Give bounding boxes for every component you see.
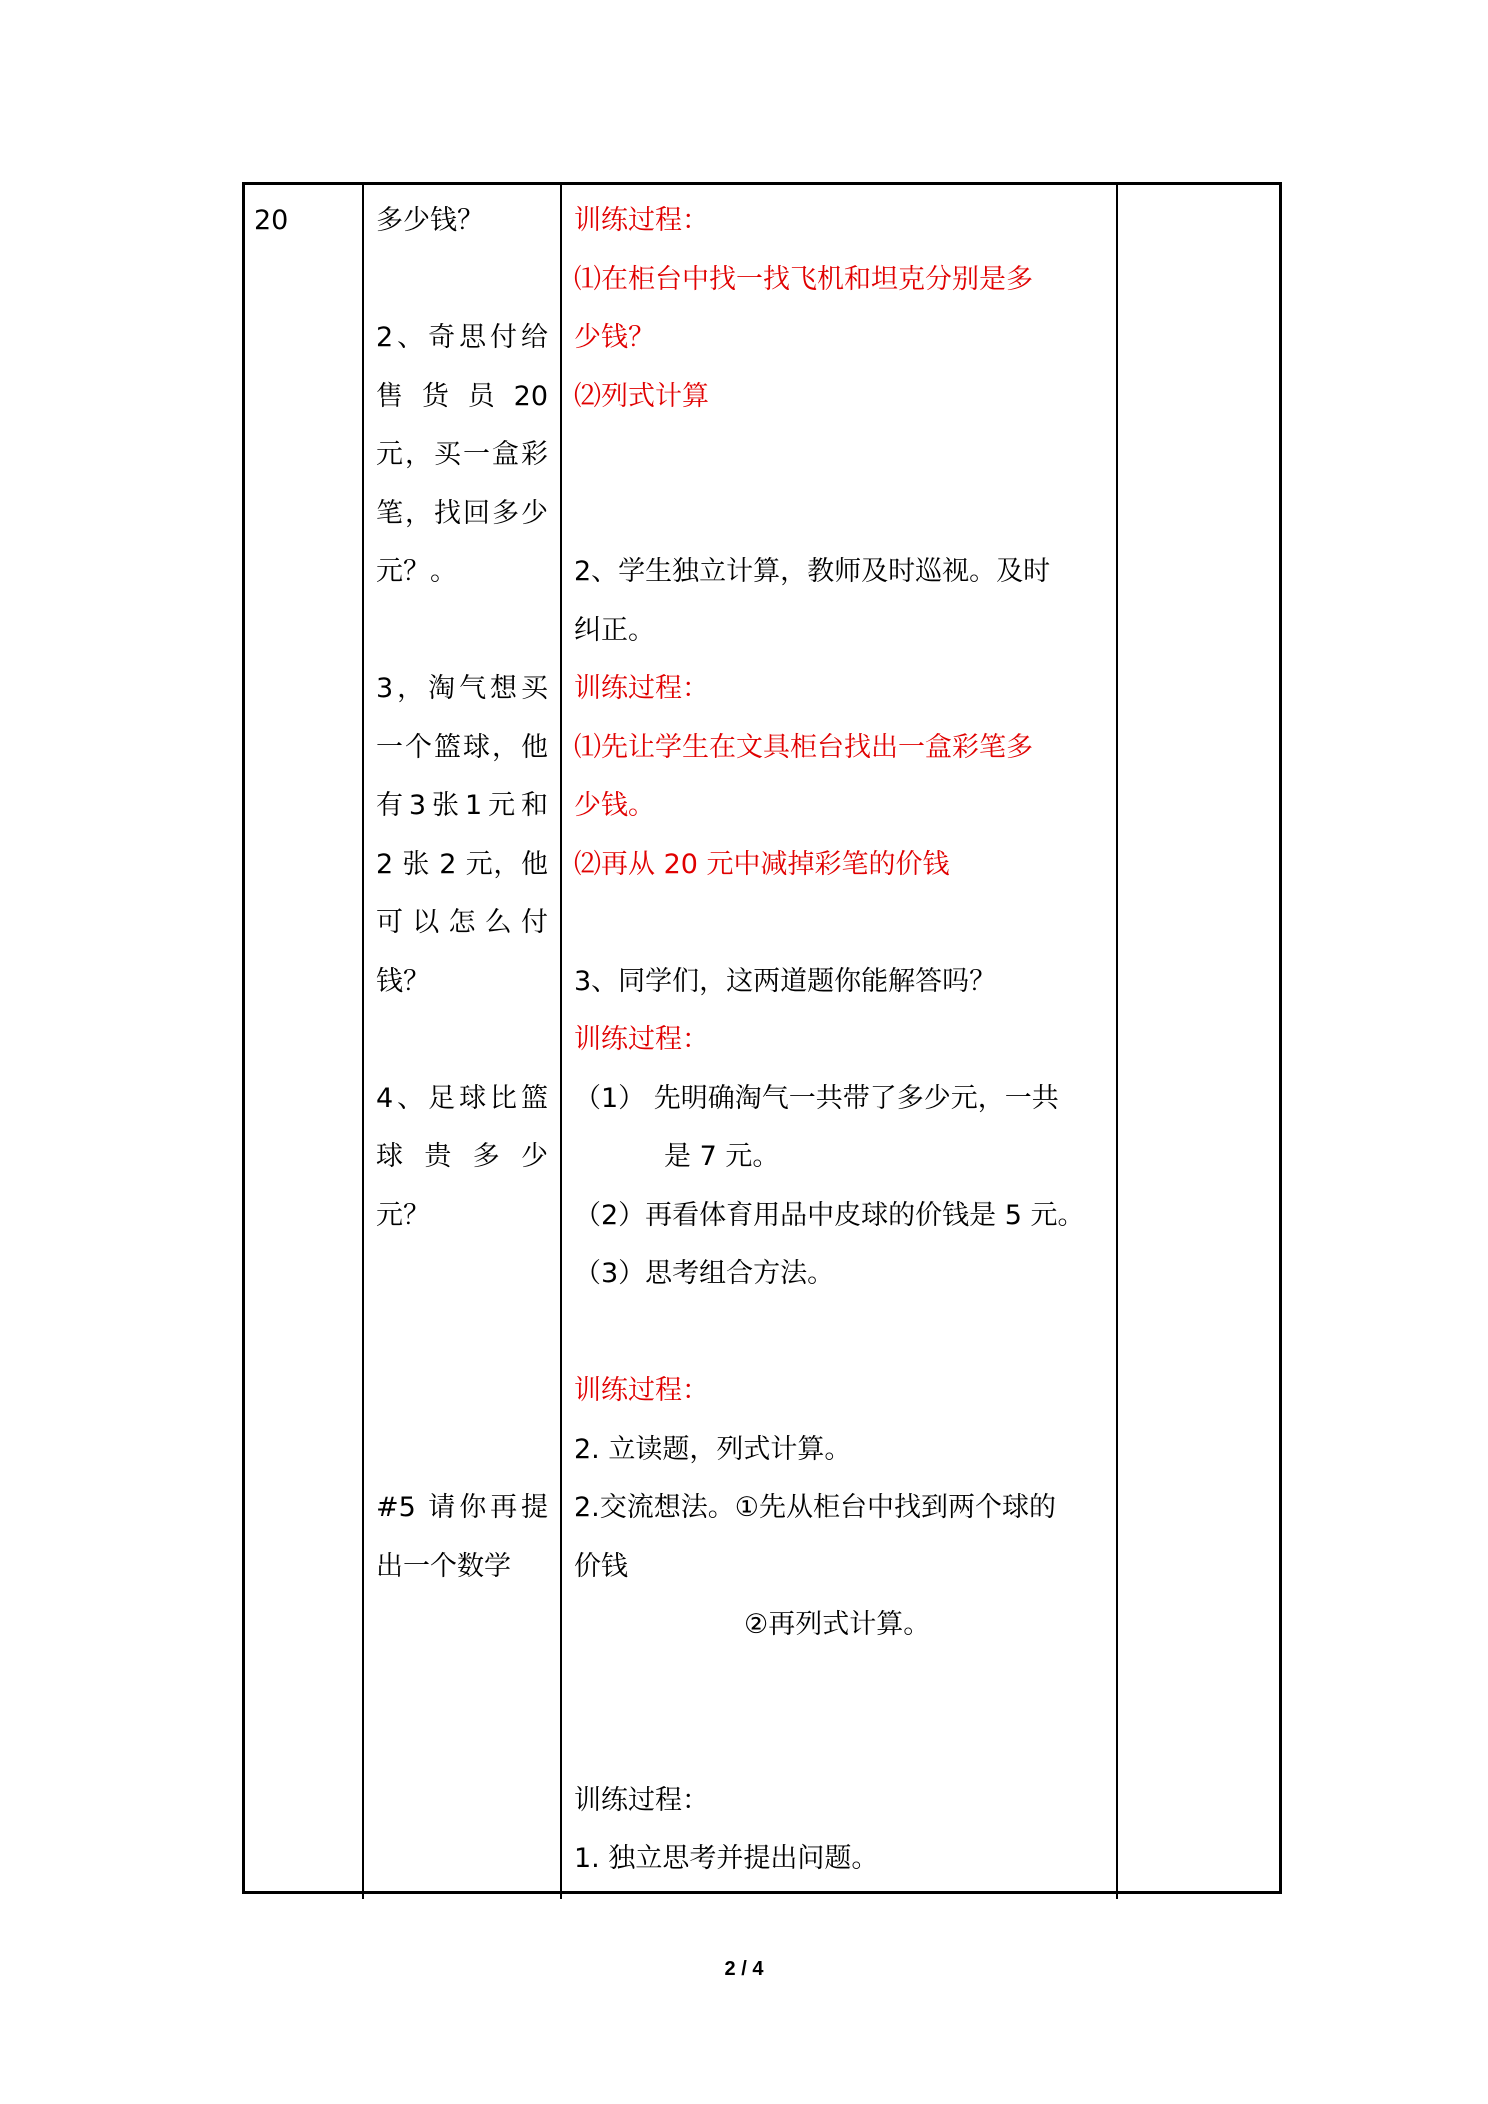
table-row — [242, 182, 1282, 1899]
activity-line: 少钱？ — [574, 322, 655, 353]
question-item — [376, 1479, 548, 1596]
time-value: 20 — [254, 205, 289, 236]
question-line: 有3张1元和 — [376, 790, 548, 821]
activity-line: 1. 独立思考并提出问题。 — [574, 1843, 879, 1874]
activity-line: 2. 立读题，列式计算。 — [574, 1433, 852, 1465]
time-cell — [242, 182, 363, 1899]
activity-line: 训练过程： — [574, 1024, 709, 1055]
spacer — [574, 1713, 1104, 1772]
question-item — [376, 192, 548, 251]
activity-line: ⑵列式计算 — [574, 380, 709, 412]
activity-line: 训练过程： — [574, 1784, 709, 1816]
question-line: 笔，找回多少 — [376, 497, 548, 529]
question-line: 球 贵 多 少 — [376, 1141, 548, 1172]
question-line: 元？ — [376, 1199, 430, 1231]
activity-line: ⑵再从 20 元中减掉彩笔的价钱 — [574, 848, 950, 880]
question-line: 元，买一盒彩 — [376, 439, 548, 470]
activity-line: 3、同学们，这两道题你能解答吗？ — [574, 965, 997, 997]
question-line: 一个篮球，他 — [376, 731, 548, 763]
activity-cell — [561, 182, 1117, 1899]
activity-line: 是 7 元。 — [664, 1141, 780, 1172]
spacer — [376, 1362, 548, 1421]
spacer — [376, 251, 548, 310]
activity-line: 少钱。 — [574, 790, 655, 821]
spacer — [574, 894, 1104, 953]
question-line: #5 请你再提 — [376, 1492, 548, 1523]
activity-line: 训练过程： — [574, 1375, 709, 1406]
spacer — [574, 1655, 1104, 1714]
question-line: 3，淘气想买 — [376, 673, 548, 704]
activity-line: 2.交流想法。①先从柜台中找到两个球的 — [574, 1492, 1056, 1523]
activity-line: ⑴在柜台中找一找飞机和坦克分别是多 — [574, 263, 1033, 295]
spacer — [376, 602, 548, 661]
question-line: 2 张 2 元，他 — [376, 848, 548, 880]
activity-line: 纠正。 — [574, 614, 655, 646]
spacer — [574, 1304, 1104, 1363]
spacer — [376, 1421, 548, 1480]
question-item — [376, 309, 548, 602]
question-line: 元？。 — [376, 556, 457, 587]
activity-line: ②再列式计算。 — [744, 1609, 931, 1640]
page-number: 2 / 4 — [724, 1958, 764, 1980]
question-line: 出一个数学 — [376, 1550, 511, 1582]
question-line: 售 货 员 20 — [376, 380, 548, 412]
spacer — [376, 1245, 548, 1304]
activity-line: 训练过程： — [574, 205, 709, 236]
question-line: 多少钱？ — [376, 205, 484, 236]
spacer — [574, 485, 1104, 544]
question-item — [376, 1070, 548, 1246]
spacer — [574, 426, 1104, 485]
question-line: 可以怎么付 — [376, 907, 548, 938]
activity-line: （1） 先明确淘气一共带了多少元，一共 — [574, 1082, 1059, 1114]
lesson-table — [242, 182, 1282, 1899]
activity-line: ⑴先让学生在文具柜台找出一盒彩笔多 — [574, 731, 1033, 763]
question-line: 2、奇思付给 — [376, 322, 548, 353]
spacer — [376, 1304, 548, 1363]
notes-cell — [1117, 182, 1282, 1899]
activity-line: 价钱 — [574, 1550, 628, 1582]
spacer — [376, 1011, 548, 1070]
activity-line: 训练过程： — [574, 673, 709, 704]
question-line: 4、足球比篮 — [376, 1082, 548, 1114]
question-list — [364, 182, 560, 1606]
question-cell — [363, 182, 561, 1899]
activity-line: （2）再看体育用品中皮球的价钱是 5 元。 — [574, 1199, 1085, 1231]
question-line: 钱？ — [376, 965, 430, 997]
activity-line: 2、学生独立计算，教师及时巡视。及时 — [574, 556, 1051, 587]
activity-list — [562, 182, 1116, 1899]
activity-line: （3）思考组合方法。 — [574, 1258, 835, 1289]
question-item — [376, 660, 548, 1011]
